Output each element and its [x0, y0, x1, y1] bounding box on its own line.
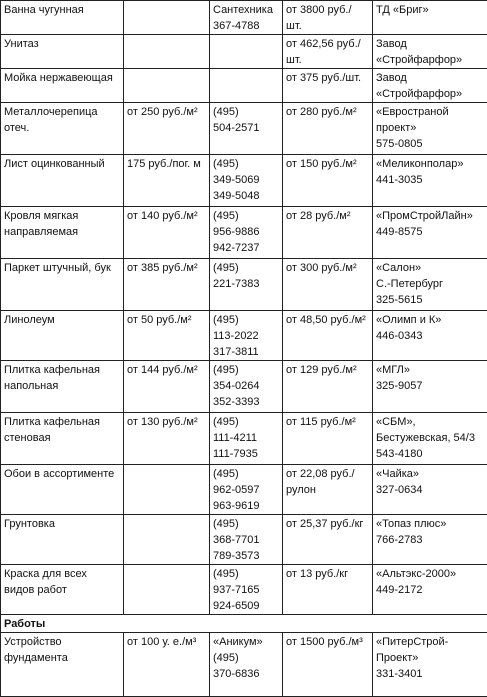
cell-text-line: ТД «Бриг» [376, 2, 485, 18]
cell-text-line: Линолеум [4, 312, 121, 328]
cell-text-line: 449-8575 [376, 224, 485, 240]
cell-text-line: С.-Петербург [376, 276, 485, 292]
cell-text-line: (495) [213, 566, 280, 582]
cell-text-line: 370-6836 [213, 666, 280, 682]
cell-text-line: (495) [213, 650, 280, 666]
cell-text-line: Проект» [376, 650, 485, 666]
price-from-cell [124, 69, 210, 103]
cell-text-line: «Альтэкс-2000» [376, 566, 485, 582]
table-row [1, 311, 487, 361]
item-name-cell [1, 259, 124, 311]
price-cell [283, 413, 373, 465]
cell-text-line: (495) [213, 312, 280, 328]
item-name-cell [1, 155, 124, 207]
cell-text-line: шт. [286, 52, 370, 68]
cell-text-line: 962-0597 [213, 482, 280, 498]
price-from-cell [124, 155, 210, 207]
cell-text-line: 789-3573 [213, 548, 280, 564]
cell-text-line: 325-9057 [376, 378, 485, 394]
table-row [1, 565, 487, 615]
item-name-cell [1, 69, 124, 103]
supplier-cell [373, 1, 487, 35]
cell-text-line: Грунтовка [4, 516, 121, 532]
cell-text-line: Унитаз [4, 36, 121, 52]
price-cell [283, 465, 373, 515]
cell-text-line: Завод [376, 36, 485, 52]
price-cell [283, 1, 373, 35]
supplier-cell [373, 413, 487, 465]
cell-text-line: 352-3393 [213, 394, 280, 410]
supplier-cell [373, 633, 487, 697]
supplier-cell [373, 465, 487, 515]
cell-text-line: «Топаз плюс» [376, 516, 485, 532]
price-from-cell [124, 465, 210, 515]
table-row [1, 207, 487, 259]
phone-cell [210, 361, 283, 413]
cell-text-line: 175 руб./пог. м [127, 156, 207, 172]
cell-text-line: от 144 руб./м² [127, 362, 207, 378]
cell-text-line: видов работ [4, 582, 121, 598]
cell-text-line: 113-2022 [213, 328, 280, 344]
cell-text-line: Кровля мягкая [4, 208, 121, 224]
item-name-cell [1, 413, 124, 465]
cell-text-line: от 13 руб./кг [286, 566, 370, 582]
phone-cell [210, 35, 283, 69]
table-row [1, 361, 487, 413]
price-from-cell [124, 311, 210, 361]
cell-text-line: 504-2571 [213, 120, 280, 136]
cell-text-line: (495) [213, 260, 280, 276]
phone-cell [210, 565, 283, 615]
price-cell [283, 633, 373, 697]
table-row [1, 465, 487, 515]
cell-text-line: от 22,08 руб./ [286, 466, 370, 482]
cell-text-line: 449-2172 [376, 582, 485, 598]
table-row [1, 35, 487, 69]
cell-text-line: 367-4788 [213, 18, 280, 34]
cell-text-line: 924-6509 [213, 598, 280, 614]
cell-text-line: от 250 руб./м² [127, 104, 207, 120]
cell-text-line: стеновая [4, 430, 121, 446]
price-from-cell [124, 1, 210, 35]
cell-text-line: от 3800 руб./ [286, 2, 370, 18]
price-cell [283, 311, 373, 361]
cell-text-line: Лист оцинкованный [4, 156, 121, 172]
item-name-cell [1, 311, 124, 361]
phone-cell [210, 103, 283, 155]
table-row [1, 69, 487, 103]
phone-cell [210, 69, 283, 103]
cell-text-line: Плитка кафельная [4, 414, 121, 430]
cell-text-line: «МГЛ» [376, 362, 485, 378]
cell-text-line: «Олимп и К» [376, 312, 485, 328]
price-cell [283, 69, 373, 103]
cell-text-line: 325-5615 [376, 292, 485, 308]
cell-text-line: 441-3035 [376, 172, 485, 188]
cell-text-line: «Стройфарфор» [376, 86, 485, 102]
supplier-cell [373, 361, 487, 413]
cell-text-line: «Салон» [376, 260, 485, 276]
table-row [1, 259, 487, 311]
cell-text-line: 349-5048 [213, 188, 280, 204]
phone-cell [210, 155, 283, 207]
table-row [1, 155, 487, 207]
cell-text-line: 543-4180 [376, 446, 485, 462]
cell-text-line: (495) [213, 208, 280, 224]
cell-text-line: от 48,50 руб./м² [286, 312, 370, 328]
supplier-cell [373, 155, 487, 207]
cell-text-line: фундамента [4, 650, 121, 666]
price-from-cell [124, 413, 210, 465]
cell-text-line: от 50 руб./м² [127, 312, 207, 328]
cell-text-line: Паркет штучный, бук [4, 260, 121, 276]
cell-text-line: «Меликонполар» [376, 156, 485, 172]
cell-text-line: от 140 руб./м² [127, 208, 207, 224]
cell-text-line: напольная [4, 378, 121, 394]
table-row [1, 1, 487, 35]
phone-cell [210, 465, 283, 515]
cell-text-line: от 385 руб./м² [127, 260, 207, 276]
cell-text-line: Бестужевская, 54/3 [376, 430, 485, 446]
item-name-cell [1, 361, 124, 413]
cell-text-line: 368-7701 [213, 532, 280, 548]
cell-text-line: 349-5069 [213, 172, 280, 188]
cell-text-line: Обои в ассортименте [4, 466, 121, 482]
cell-text-line: от 150 руб./м² [286, 156, 370, 172]
cell-text-line: «Стройфарфор» [376, 52, 485, 68]
cell-text-line: 963-9619 [213, 498, 280, 514]
cell-text-line: «Аникум» [213, 634, 280, 650]
cell-text-line: Мойка нержавеющая [4, 70, 121, 86]
supplier-cell [373, 311, 487, 361]
cell-text-line: 327-0634 [376, 482, 485, 498]
price-cell [283, 35, 373, 69]
item-name-cell [1, 207, 124, 259]
cell-text-line: отеч. [4, 120, 121, 136]
cell-text-line: проект» [376, 120, 485, 136]
supplier-cell [373, 207, 487, 259]
cell-text-line: от 130 руб./м² [127, 414, 207, 430]
supplier-cell [373, 259, 487, 311]
cell-text-line: 446-0343 [376, 328, 485, 344]
price-cell [283, 207, 373, 259]
phone-cell [210, 515, 283, 565]
cell-text-line: (495) [213, 516, 280, 532]
cell-text-line: от 280 руб./м² [286, 104, 370, 120]
item-name-cell [1, 565, 124, 615]
cell-text-line: (495) [213, 156, 280, 172]
cell-text-line: «Чайка» [376, 466, 485, 482]
cell-text-line: от 115 руб./м² [286, 414, 370, 430]
cell-text-line: направляемая [4, 224, 121, 240]
table-row [1, 413, 487, 465]
price-cell [283, 361, 373, 413]
cell-text-line: 937-7165 [213, 582, 280, 598]
price-cell [283, 155, 373, 207]
price-cell [283, 259, 373, 311]
phone-cell [210, 1, 283, 35]
price-cell [283, 103, 373, 155]
cell-text-line: Устройство [4, 634, 121, 650]
price-from-cell [124, 35, 210, 69]
cell-text-line: 111-7935 [213, 446, 280, 462]
supplier-cell [373, 35, 487, 69]
cell-text-line: «ПитерСтрой- [376, 634, 485, 650]
price-cell [283, 515, 373, 565]
cell-text-line: «ПромСтройЛайн» [376, 208, 485, 224]
item-name-cell [1, 515, 124, 565]
supplier-cell [373, 103, 487, 155]
cell-text-line: (495) [213, 414, 280, 430]
cell-text-line: Плитка кафельная [4, 362, 121, 378]
cell-text-line: от 28 руб./м² [286, 208, 370, 224]
price-from-cell [124, 207, 210, 259]
phone-cell [210, 311, 283, 361]
cell-text-line: (495) [213, 104, 280, 120]
cell-text-line: от 25,37 руб./кг [286, 516, 370, 532]
supplier-cell [373, 515, 487, 565]
price-from-cell [124, 361, 210, 413]
cell-text-line: от 1500 руб./м³ [286, 634, 370, 650]
phone-cell [210, 207, 283, 259]
phone-cell [210, 259, 283, 311]
cell-text-line: 766-2783 [376, 532, 485, 548]
item-name-cell [1, 1, 124, 35]
cell-text-line: Завод [376, 70, 485, 86]
supplier-cell [373, 565, 487, 615]
cell-text-line: от 375 руб./шт. [286, 70, 370, 86]
cell-text-line: от 462,56 руб./ [286, 36, 370, 52]
price-from-cell [124, 633, 210, 697]
table-row [1, 633, 487, 697]
item-name-cell [1, 633, 124, 697]
cell-text-line: 317-3811 [213, 344, 280, 360]
cell-text-line: Краска для всех [4, 566, 121, 582]
supplier-cell [373, 69, 487, 103]
cell-text-line: от 129 руб./м² [286, 362, 370, 378]
cell-text-line: Металлочерепица [4, 104, 121, 120]
cell-text-line: рулон [286, 482, 370, 498]
table-row [1, 103, 487, 155]
cell-text-line: от 300 руб./м² [286, 260, 370, 276]
cell-text-line: 111-4211 [213, 430, 280, 446]
cell-text-line: шт. [286, 18, 370, 34]
cell-text-line: 354-0264 [213, 378, 280, 394]
section-title: Работы [1, 615, 487, 633]
cell-text-line: 942-7237 [213, 240, 280, 256]
cell-text-line: (495) [213, 466, 280, 482]
price-cell [283, 565, 373, 615]
cell-text-line: (495) [213, 362, 280, 378]
item-name-cell [1, 35, 124, 69]
price-table-body [1, 1, 487, 697]
cell-text-line: 956-9886 [213, 224, 280, 240]
cell-text-line: 221-7383 [213, 276, 280, 292]
cell-text-line: 331-3401 [376, 666, 485, 682]
price-from-cell [124, 259, 210, 311]
cell-text-line: «Евространой [376, 104, 485, 120]
price-from-cell [124, 103, 210, 155]
cell-text-line: Сантехника [213, 2, 280, 18]
phone-cell [210, 633, 283, 697]
cell-text-line: 575-0805 [376, 136, 485, 152]
table-row [1, 515, 487, 565]
cell-text-line: «СБМ», [376, 414, 485, 430]
item-name-cell [1, 103, 124, 155]
price-from-cell [124, 515, 210, 565]
cell-text-line: от 100 у. е./м³ [127, 634, 207, 650]
price-from-cell [124, 565, 210, 615]
phone-cell [210, 413, 283, 465]
section-row [1, 615, 487, 633]
cell-text-line: Ванна чугунная [4, 2, 121, 18]
item-name-cell [1, 465, 124, 515]
